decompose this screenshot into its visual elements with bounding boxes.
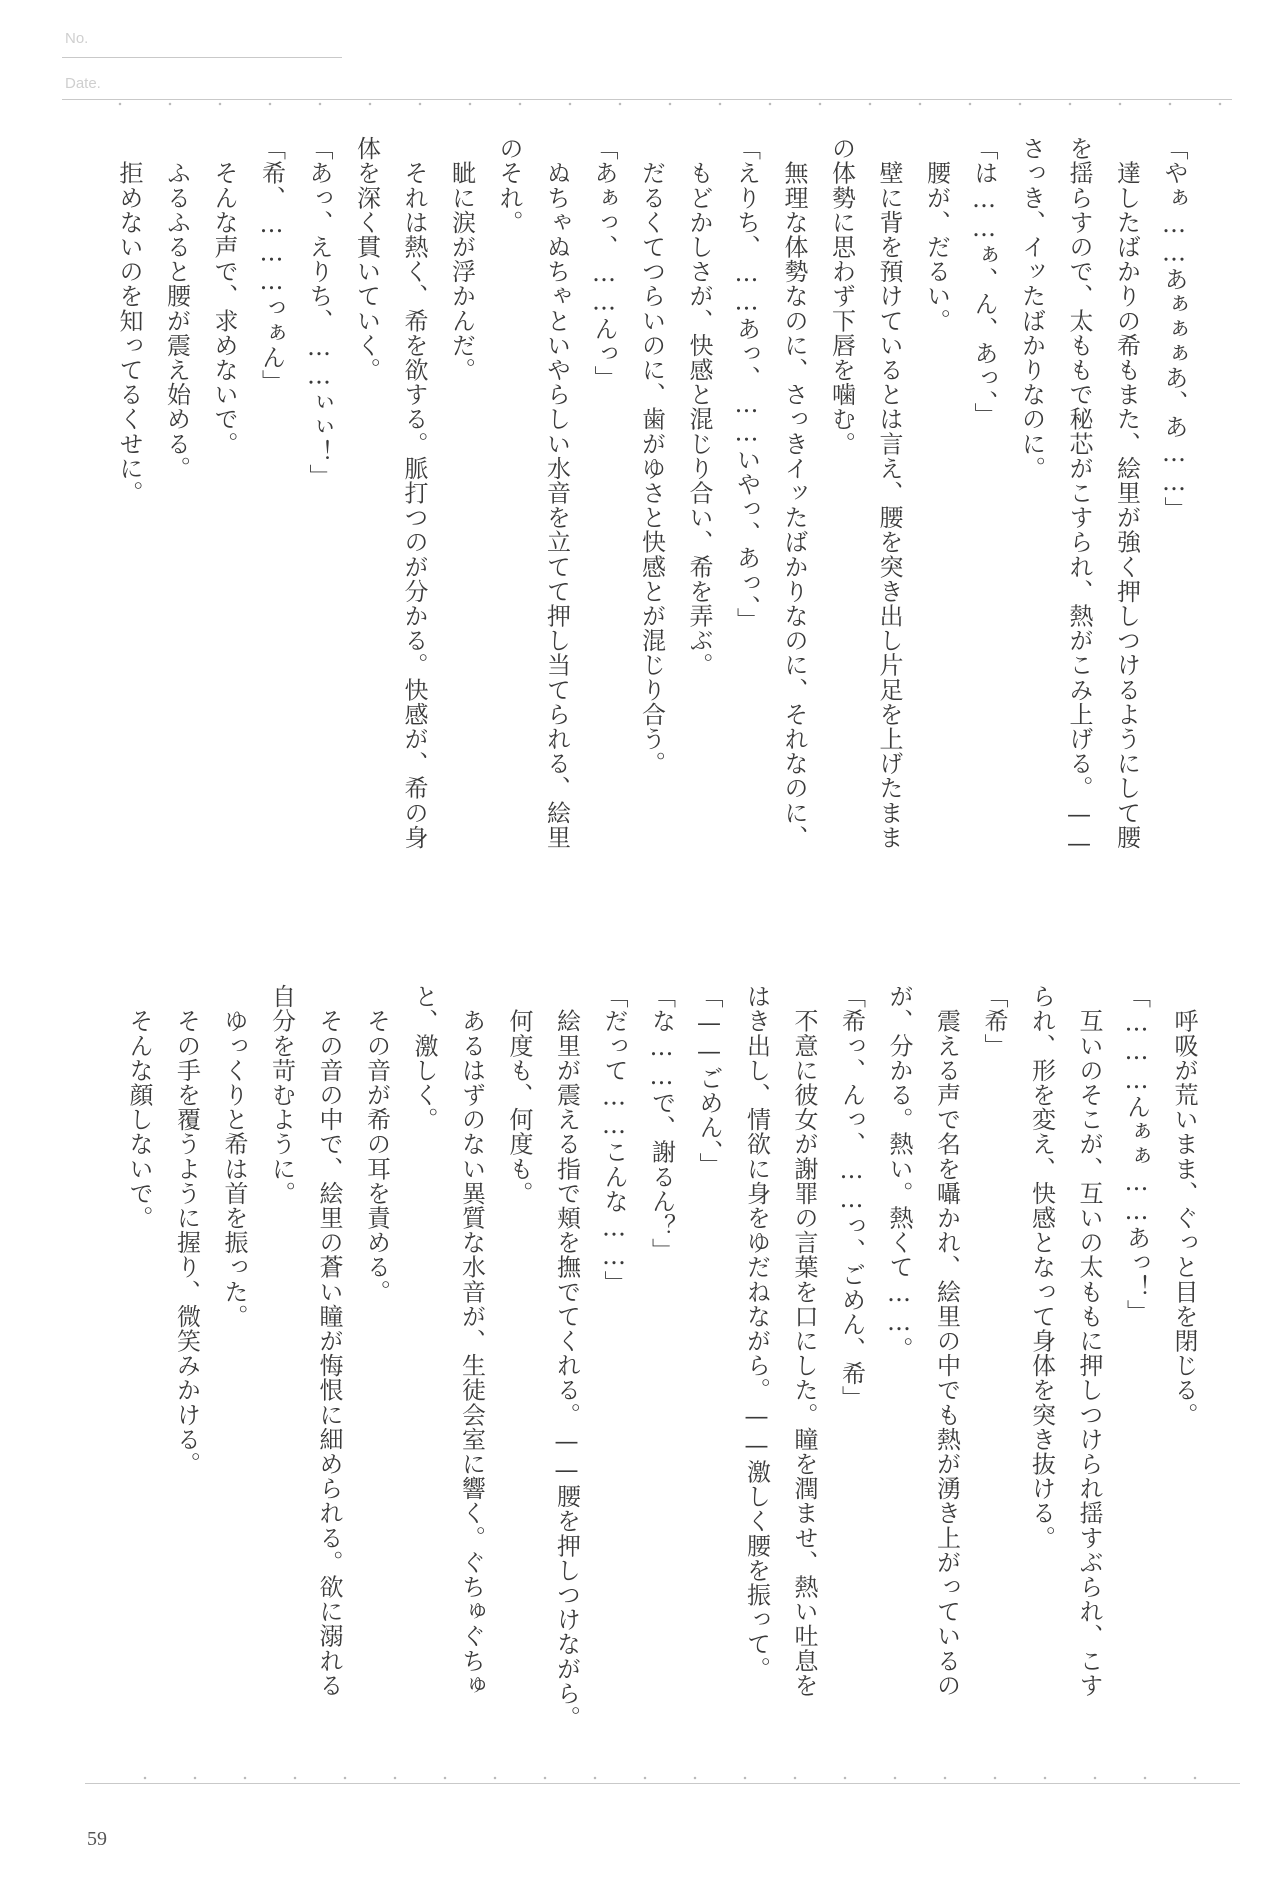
text-line: と、激しく。: [410, 984, 438, 1132]
text-line: さっき、イッたばかりなのに。: [1017, 136, 1046, 481]
text-line: その手を覆うように握り、微笑みかける。: [172, 984, 201, 1476]
text-line: 「希っ、んっ、……っ、ごめん、希」: [837, 984, 866, 1411]
text-line: 呼吸が荒いまま、ぐっと目を閉じる。: [1170, 984, 1198, 1427]
no-underline: [62, 57, 342, 58]
text-line: 「は……ぁ、ん、あっ、」: [970, 136, 998, 428]
text-line: 「あぁっ、……んっ」: [590, 136, 618, 390]
text-line: 眦に涙が浮かんだ。: [447, 136, 476, 382]
no-label: No.: [65, 30, 89, 47]
text-line: 「希」: [980, 984, 1008, 1058]
page-number: 59: [87, 1828, 107, 1850]
text-line: 震える声で名を囁かれ、絵里の中でも熱が湧き上がっているの: [932, 984, 961, 1698]
text-line: その音が希の耳を責める。: [362, 984, 391, 1304]
bottom-tick-marks: [120, 1775, 1230, 1781]
text-line: 絵里が震える指で頬を撫でてくれる。——腰を押しつけながら。: [552, 984, 581, 1730]
text-line: それは熱く、希を欲する。脈打つのが分かる。快感が、希の身: [400, 136, 428, 850]
text-line: が、分かる。熱い。熱くて……。: [885, 984, 913, 1361]
bottom-rule: [85, 1783, 1240, 1784]
text-line: 互いのそこが、互いの太ももに押しつけられ揺すぶられ、こす: [1075, 984, 1103, 1698]
upper-text-block: [105, 136, 1198, 916]
text-line: 不意に彼女が謝罪の言葉を口にした。瞳を潤ませ、熱い吐息を: [790, 984, 818, 1698]
text-line: 「——ごめん、」: [695, 984, 723, 1177]
text-line: その音の中で、絵里の蒼い瞳が悔恨に細められる。欲に溺れる: [315, 984, 343, 1698]
text-line: 「やぁ……あぁぁぁあ、あ……」: [1160, 136, 1188, 521]
text-line: のそれ。: [495, 136, 523, 235]
text-line: られ、形を変え、快感となって身体を突き抜ける。: [1027, 984, 1056, 1550]
text-line: だるくてつらいのに、歯がゆさと快感とが混じり合う。: [637, 136, 666, 776]
lower-text-block: [115, 984, 1208, 1764]
text-line: 「………んぁぁ……あっ！」: [1122, 984, 1151, 1324]
text-line: 体を深く貫いていく。: [352, 136, 381, 382]
text-line: 「希、………っぁん」: [257, 136, 286, 394]
date-label: Date.: [65, 75, 101, 92]
text-line: 腰が、だるい。: [922, 136, 951, 333]
text-line: あるはずのない異質な水音が、生徒会室に響く。ぐちゅぐちゅ: [457, 984, 486, 1698]
text-line: 何度も、何度も。: [505, 984, 533, 1206]
text-line: そんな声で、求めないで。: [210, 136, 238, 456]
text-line: 自分を苛むように。: [267, 984, 296, 1206]
text-line: 「あっ、えりち、……ぃぃ！」: [305, 136, 333, 489]
text-line: の体勢に思わず下唇を噛む。: [827, 136, 856, 456]
text-line: ふるふると腰が震え始める。: [162, 136, 191, 481]
text-line: 拒めないのを知ってるくせに。: [115, 136, 143, 505]
text-line: 達したばかりの希もまた、絵里が強く押しつけるようにして腰: [1112, 136, 1141, 850]
text-line: ぬちゃぬちゃといやらしい水音を立てて押し当てられる、絵里: [542, 136, 571, 850]
text-line: 「えりち、……あっ、……いやっ、あっ、」: [732, 136, 761, 632]
date-underline: [62, 99, 1232, 100]
text-line: ゆっくりと希は首を振った。: [220, 984, 248, 1329]
text-line: はき出し、情欲に身をゆだねながら。——激しく腰を振って。: [742, 984, 771, 1681]
text-line: もどかしさが、快感と混じり合い、希を弄ぶ。: [685, 136, 713, 678]
text-line: そんな顔しないで。: [125, 984, 153, 1230]
text-line: 無理な体勢なのに、さっきイッたばかりなのに、それなのに、: [780, 136, 808, 850]
text-line: 「だって……こんな……」: [600, 984, 628, 1296]
top-tick-marks: [95, 101, 1225, 107]
text-line: 壁に背を預けているとは言え、腰を突き出し片足を上げたまま: [875, 136, 903, 850]
text-line: を揺らすので、太ももで秘芯がこすられ、熱がこみ上げる。——: [1065, 136, 1093, 858]
text-line: 「な……で、謝るん？」: [647, 984, 676, 1263]
